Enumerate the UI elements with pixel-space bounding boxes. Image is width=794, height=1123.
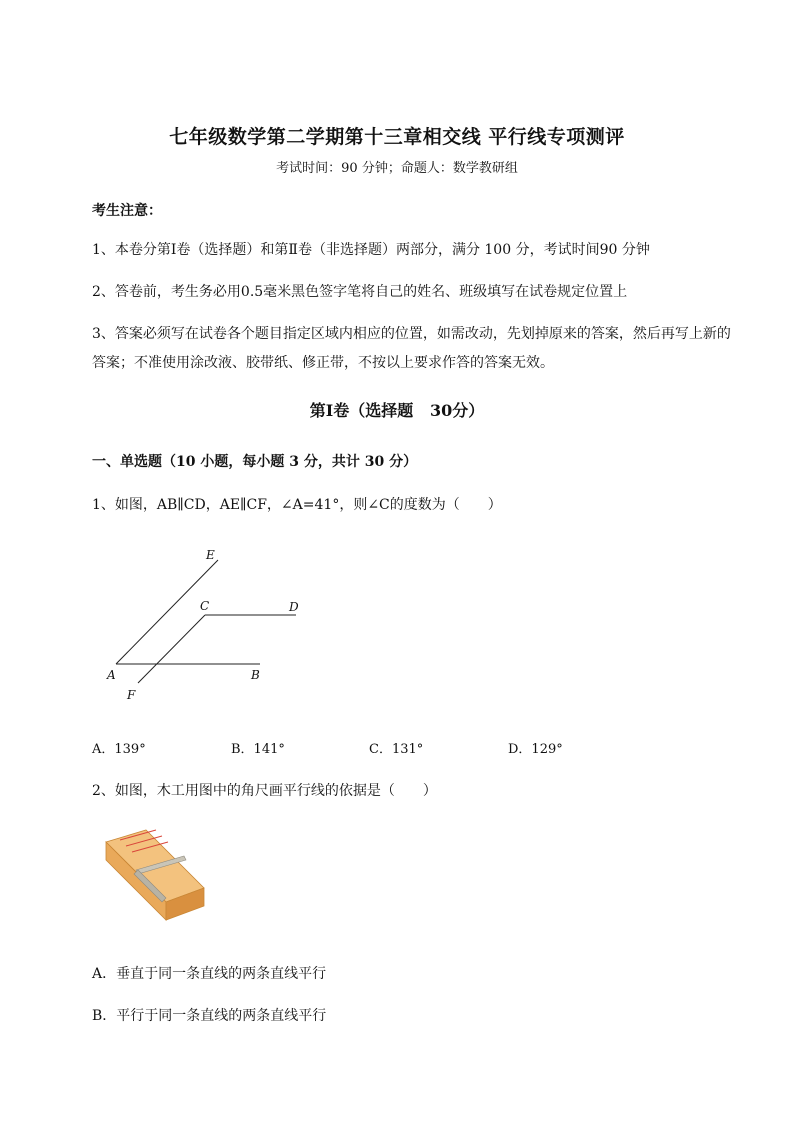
label-a: A	[107, 668, 116, 682]
section-title: 第Ⅰ卷（选择题 30分）	[309, 401, 485, 420]
label-e: E	[206, 548, 215, 562]
question-1-option-a[interactable]: A．139°	[92, 742, 146, 757]
question-2-text: 2、如图，木工用图中的角尺画平行线的依据是（ ）	[92, 783, 437, 799]
line-cf	[138, 615, 205, 683]
question-1-option-c[interactable]: C．131°	[369, 742, 424, 757]
question-1-option-b[interactable]: B．141°	[231, 742, 285, 757]
notice-item-2: 2、答卷前，考生务必用0.5毫米黑色签字笔将自己的姓名、班级填写在试卷规定位置上	[92, 284, 628, 300]
notice-heading: 考生注意：	[92, 203, 162, 219]
exam-title: 七年级数学第二学期第十三章相交线 平行线专项测评	[169, 126, 625, 148]
part-heading: 一、单选题（10 小题，每小题 3 分，共计 30 分）	[92, 454, 418, 470]
question-1-option-d[interactable]: D．129°	[508, 742, 563, 757]
carpenter-square-figure	[100, 826, 210, 926]
notice-item-1: 1、本卷分第Ⅰ卷（选择题）和第Ⅱ卷（非选择题）两部分，满分 100 分，考试时间90 分钟	[92, 242, 650, 258]
notice-item-3: 3、答案必须写在试卷各个题目指定区域内相应的位置，如需改动，先划掉原来的答案，然后再写上新的答案；不准使用涂改液、胶带纸、修正带，不按以上要求作答的答案无效。	[92, 326, 731, 371]
label-b: B	[251, 668, 260, 682]
question-1-figure	[100, 540, 320, 710]
label-d: D	[289, 600, 299, 614]
label-f: F	[127, 688, 136, 702]
question-2-choice-b[interactable]: B．平行于同一条直线的两条直线平行	[92, 1008, 327, 1024]
question-2-choice-a[interactable]: A．垂直于同一条直线的两条直线平行	[92, 966, 327, 982]
exam-subtitle: 考试时间：90 分钟；命题人：数学教研组	[276, 161, 518, 176]
label-c: C	[200, 599, 210, 613]
question-1-text: 1、如图，AB∥CD，AE∥CF，∠A=41°，则∠C的度数为（ ）	[92, 497, 502, 513]
